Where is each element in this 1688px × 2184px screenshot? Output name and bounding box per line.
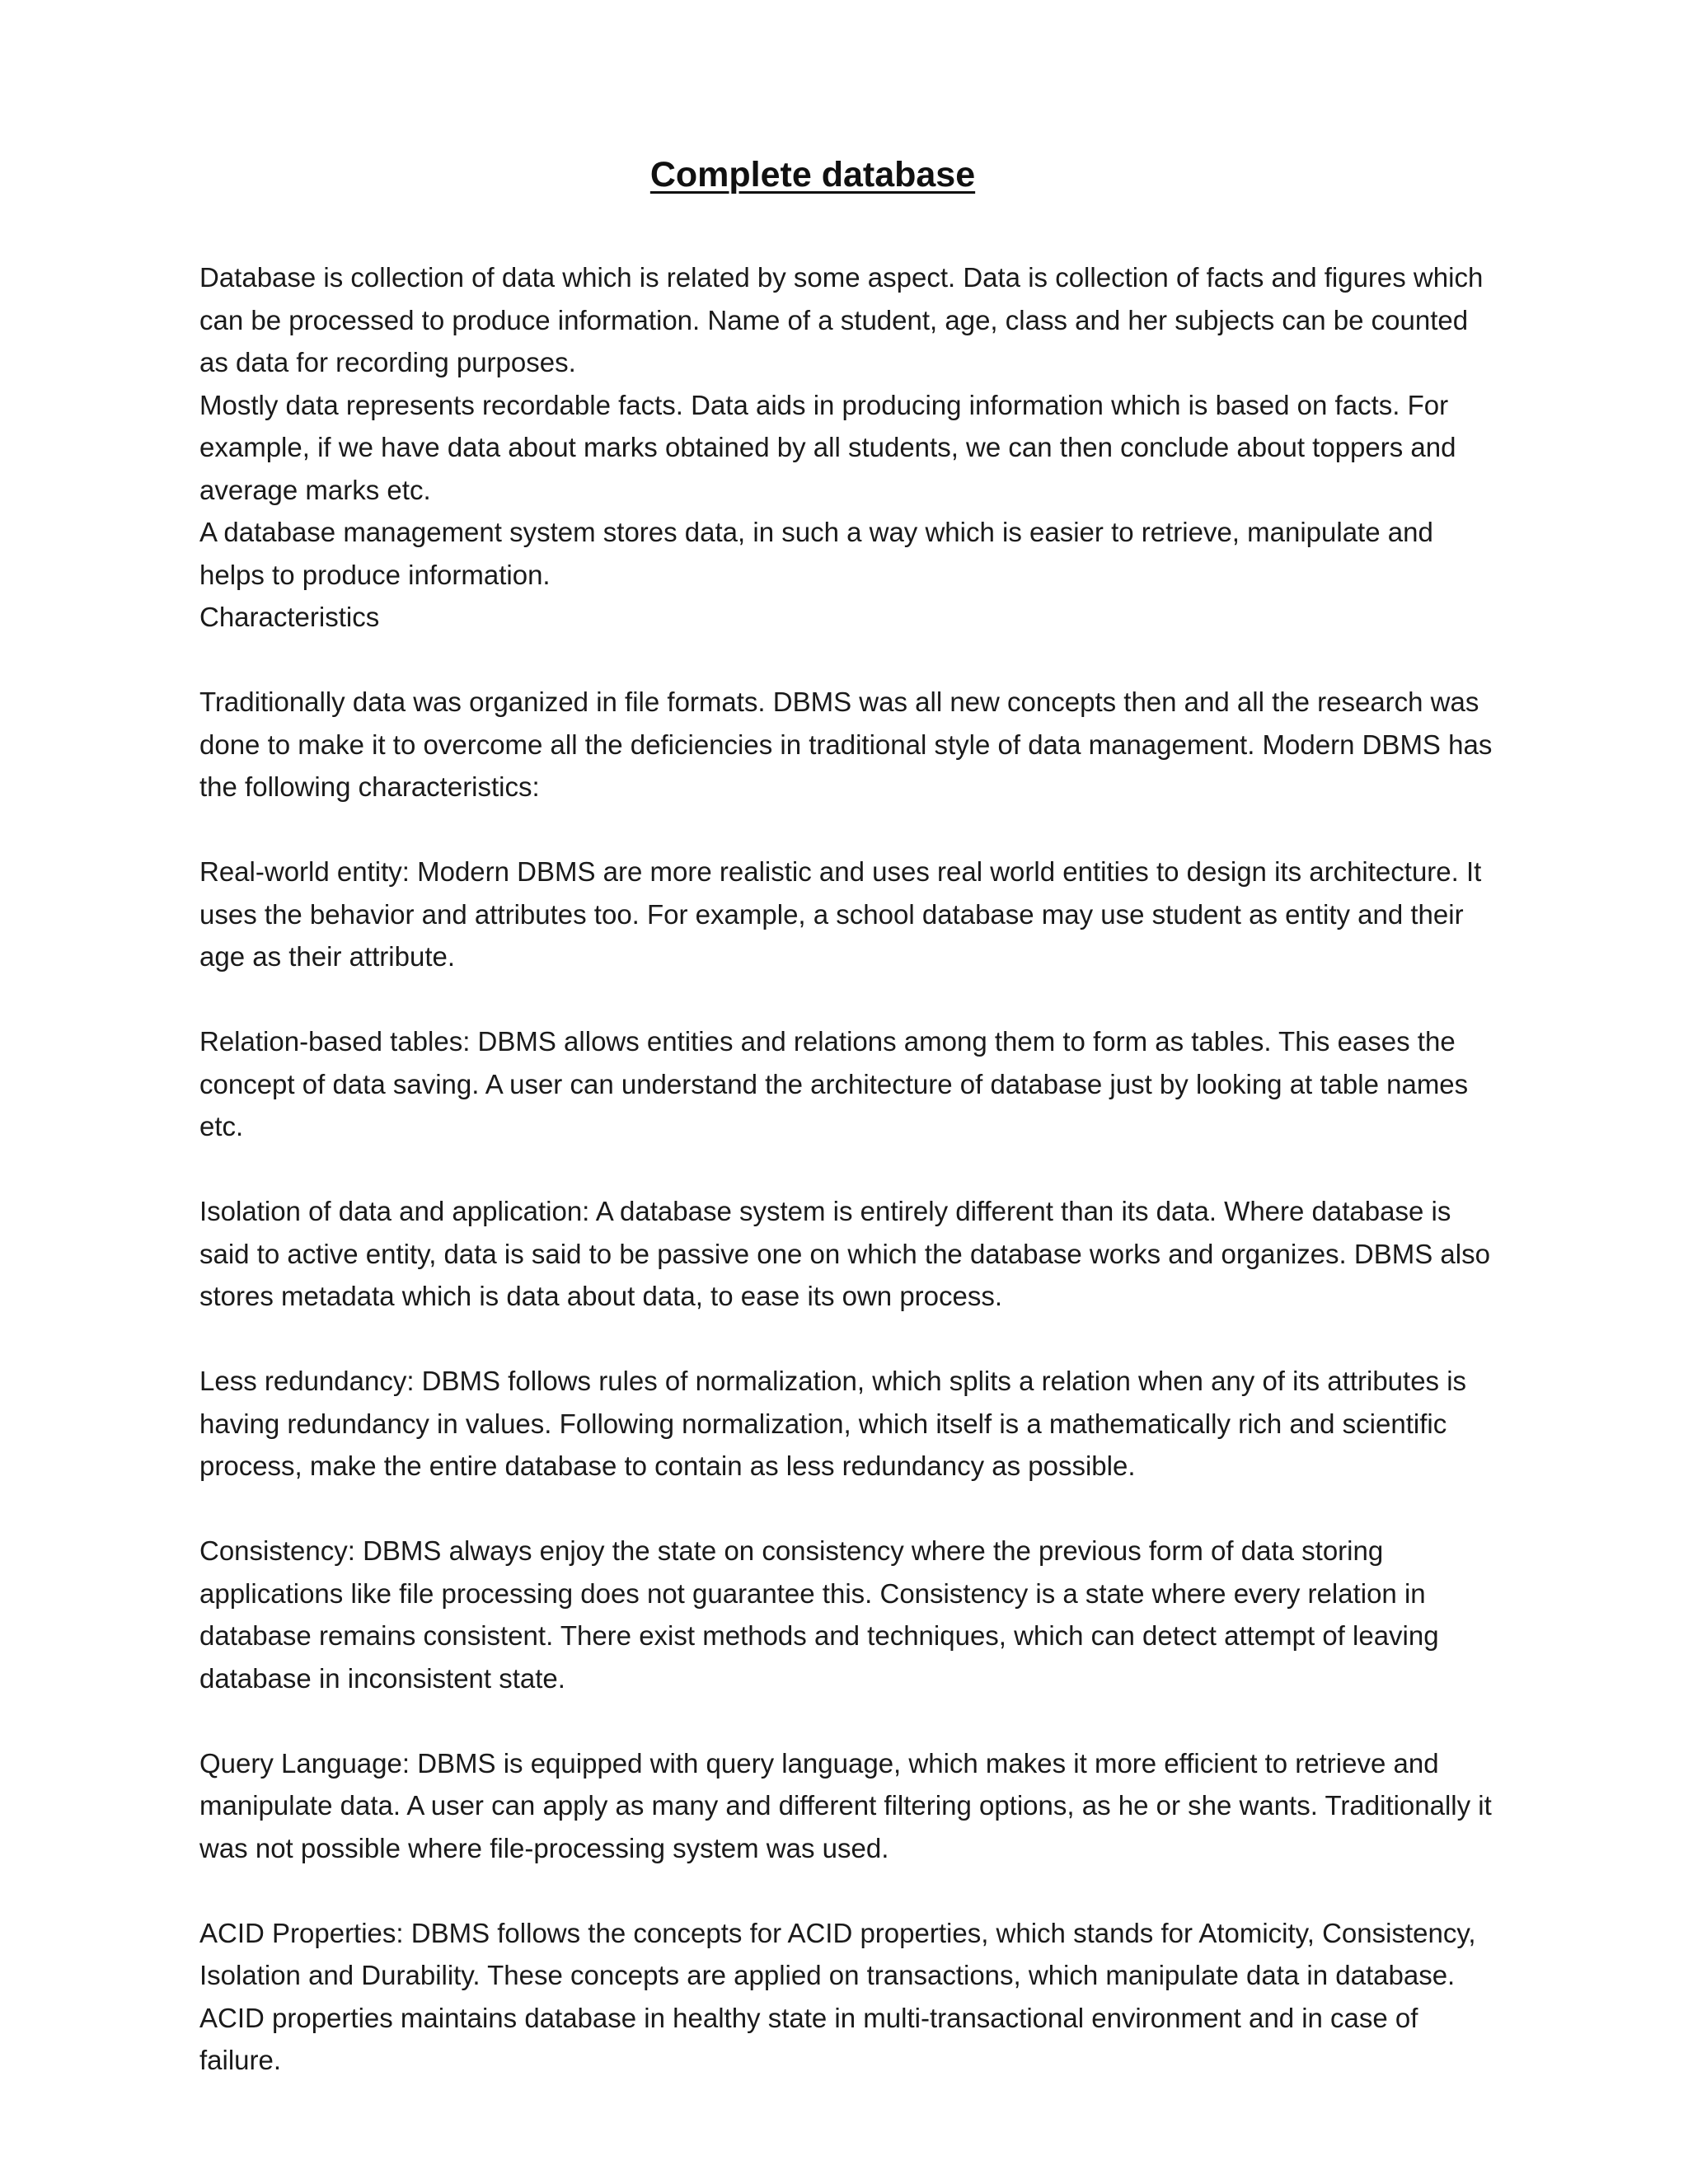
paragraph-gap (199, 1318, 1495, 1361)
paragraph-less-redundancy: Less redundancy: DBMS follows rules of normalization, which splits a relation when any of its attributes is having redundancy in values. Following normalization, which itself is a mathematically rich and scientific process, make the entire database to contain as less redundancy as possible. (199, 1366, 1467, 1481)
paragraph-gap (199, 1699, 1495, 1742)
paragraph-gap (199, 978, 1495, 1021)
paragraph-gap (199, 1148, 1495, 1191)
intro-paragraph: A database management system stores data, in such a way which is easier to retrieve, manipulate and helps to produce information. (199, 517, 1433, 590)
paragraph-query-language: Query Language: DBMS is equipped with query language, which makes it more efficient to retrieve and manipulate data. A user can apply as many and different filtering options, as he or she wants. Traditionally it was not possible where file-processing system was used. (199, 1747, 1492, 1863)
paragraph-real-world-entity: Real-world entity: Modern DBMS are more realistic and uses real world entities to design its architecture. It uses the behavior and attributes too. For example, a school database may use student as entity and their age as their attribute. (199, 856, 1482, 972)
intro-paragraph: Mostly data represents recordable facts. Data aids in producing information which is based on facts. For example, if we have data about marks obtained by all students, we can then conclude about toppers and average marks etc. (199, 389, 1456, 505)
page-title: Complete database (649, 155, 976, 194)
intro-paragraph: Database is collection of data which is related by some aspect. Data is collection of facts and figures which can be processed to produce information. Name of a student, age, class and her subjects can be counted as data for recording purposes. (199, 262, 1484, 377)
document-body (199, 256, 1495, 2082)
paragraph-gap (199, 639, 1495, 682)
paragraph-consistency: Consistency: DBMS always enjoy the state on consistency where the previous form of data storing applications like file processing does not guarantee this. Consistency is a state where every relation in database remains consistent. There exist methods and techniques, which can detect attempt of leaving database in inconsistent state. (199, 1535, 1439, 1694)
paragraph-acid-properties: ACID Properties: DBMS follows the concepts for ACID properties, which stands for Atomicity, Consistency, Isolation and Durability. These concepts are applied on transactions, which manipulate data in database. ACID properties maintains database in healthy state in multi-transactional environment and in case of failure. (199, 1917, 1476, 2075)
paragraph-gap (199, 1869, 1495, 1912)
section-heading-characteristics: Characteristics (199, 602, 380, 632)
paragraph-traditional: Traditionally data was organized in file formats. DBMS was all new concepts then and all the research was done to make it to overcome all the deficiencies in traditional style of data management. Modern DBMS has the following characteristics: (199, 687, 1493, 802)
paragraph-isolation: Isolation of data and application: A database system is entirely different than its data. Where database is said to active entity, data is said to be passive one on which the database works and organizes. DBMS also stores metadata which is data about data, to ease its own process. (199, 1196, 1490, 1311)
paragraph-gap (199, 808, 1495, 851)
paragraph-gap (199, 1488, 1495, 1530)
paragraph-relation-based-tables: Relation-based tables: DBMS allows entities and relations among them to form as tables. This eases the concept of data saving. A user can understand the architecture of database just by looking at table names etc. (199, 1026, 1469, 1141)
